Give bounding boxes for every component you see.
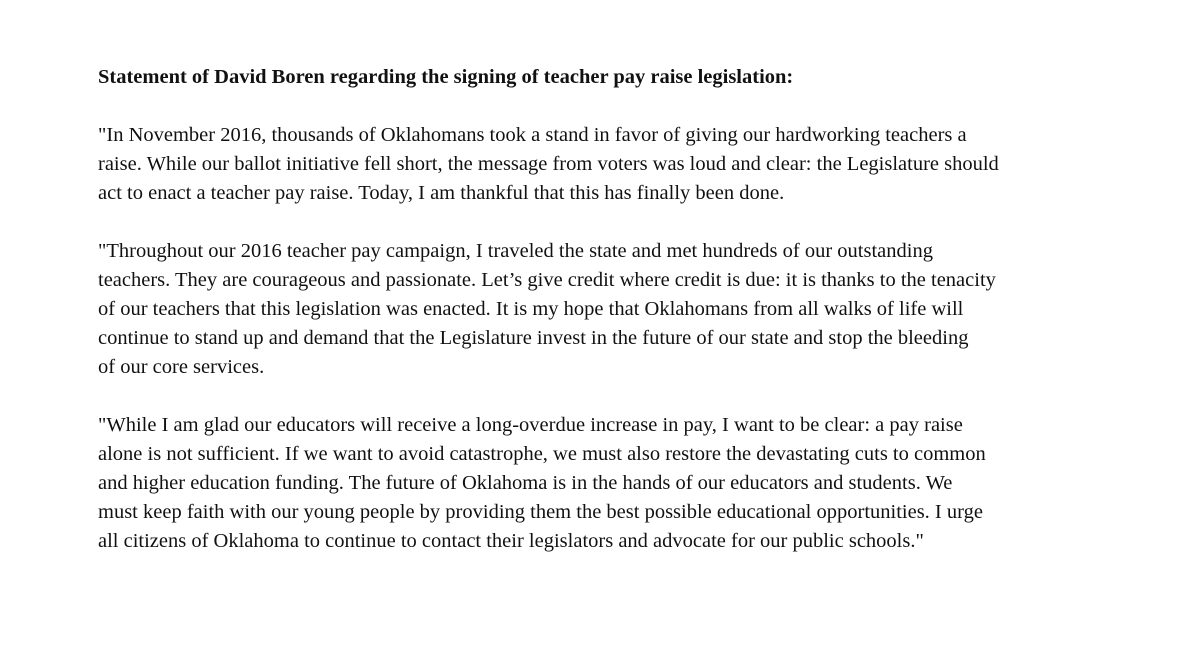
statement-document — [98, 63, 1098, 585]
paragraph-line: and higher education funding. The future of Oklahoma is in the hands of our educators and students. We — [98, 472, 953, 494]
paragraph-line: of our teachers that this legislation was enacted. It is my hope that Oklahomans from all walks of life will — [98, 298, 964, 320]
paragraph-3 — [98, 411, 1098, 556]
paragraph-line: "While I am glad our educators will receive a long-overdue increase in pay, I want to be clear: a pay raise — [98, 414, 963, 436]
statement-title: Statement of David Boren regarding the signing of teacher pay raise legislation: — [98, 66, 794, 88]
paragraph-line: continue to stand up and demand that the Legislature invest in the future of our state and stop the bleeding — [98, 327, 969, 349]
paragraph-line: must keep faith with our young people by providing them the best possible educational opportunities. I urge — [98, 501, 983, 523]
paragraph-line: "In November 2016, thousands of Oklahomans took a stand in favor of giving our hardworking teachers a — [98, 124, 967, 146]
paragraph-line: alone is not sufficient. If we want to avoid catastrophe, we must also restore the devastating cuts to common — [98, 443, 986, 465]
paragraph-line: "Throughout our 2016 teacher pay campaign, I traveled the state and met hundreds of our outstanding — [98, 240, 933, 262]
paragraph-line: all citizens of Oklahoma to continue to contact their legislators and advocate for our public schools." — [98, 530, 924, 552]
paragraph-line: act to enact a teacher pay raise. Today, I am thankful that this has finally been done. — [98, 182, 785, 204]
paragraph-2 — [98, 237, 1098, 382]
paragraph-line: raise. While our ballot initiative fell short, the message from voters was loud and clear: the Legislature should — [98, 153, 999, 175]
paragraph-1 — [98, 121, 1098, 208]
paragraph-line: teachers. They are courageous and passionate. Let’s give credit where credit is due: it is thanks to the tenacity — [98, 269, 996, 291]
paragraph-line: of our core services. — [98, 356, 265, 378]
